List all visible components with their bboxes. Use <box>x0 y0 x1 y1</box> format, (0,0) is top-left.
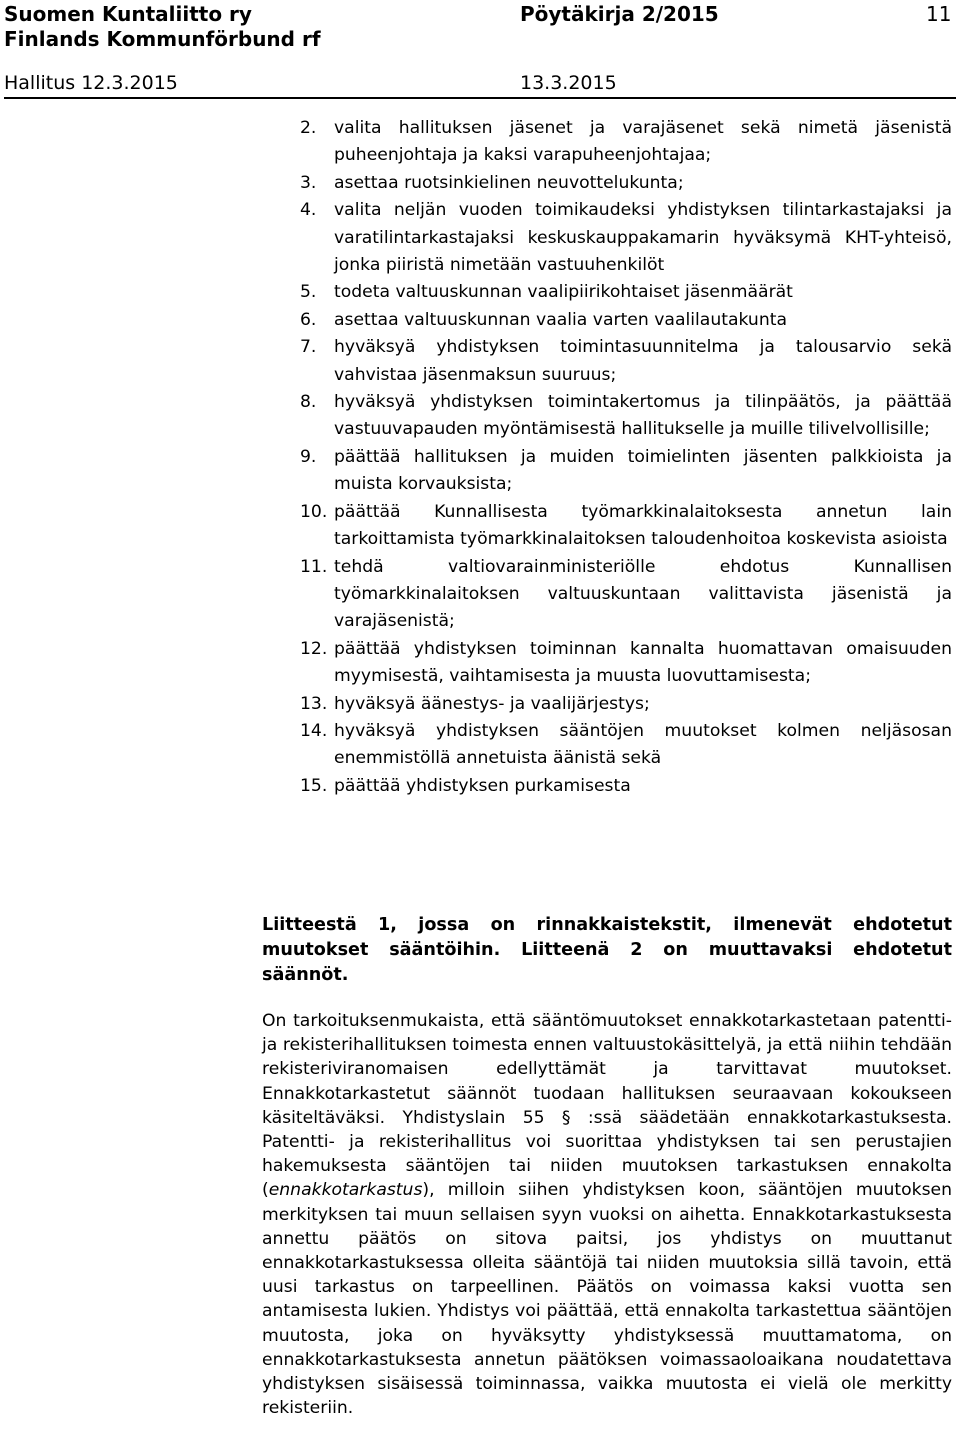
organization-name-sv: Finlands Kommunförbund rf <box>4 27 321 51</box>
list-item <box>300 307 952 334</box>
list-item <box>300 444 952 499</box>
list-item <box>300 636 952 691</box>
attachments-note: Liitteestä 1, jossa on rinnakkaistekstit, ilmenevät ehdotetut muutokset sääntöihin. Liitteenä 2 on muuttavaksi ehdotetut säännöt. <box>262 915 952 985</box>
list-item-number: 14. <box>300 720 328 741</box>
list-item-number: 10. <box>300 501 328 522</box>
document-date: 13.3.2015 <box>520 72 617 94</box>
body-text-part-2: ), milloin siihen yhdistyksen koon, sääntöjen muutoksen merkityksen tai muun sellaisen syyn vuoksi on aihetta. Ennakkotarkastuksesta annettu päätös on sitova paitsi, jos yhdistys on muuttanut ennakkotarkastuksessa olleita sääntöjä tai niiden muutoksia sillä tavoin, että uusi tarkastus on tarpeellinen. Päätös on voimassa kaksi vuotta sen antamisesta lukien. Yhdistys voi päättää, että ennakolta tarkastettua sääntöjen muutosta, joka on hyväksytty yhdistyksessä muuttamatoma, on ennakkotarkastuksesta annetun päätöksen voimassaoloaikana noudatettava yhdistyksen sisäisessä toiminnassa, vaikka muutosta ei vielä ole merkitty rekisteriin. <box>262 1180 952 1419</box>
list-item <box>300 691 952 718</box>
body-text-part-1: On tarkoituksenmukaista, että sääntömuutokset ennakkotarkastetaan patentti- ja rekisterihallituksen toimesta ennen valtuustokäsittelyä, ja että niihin tehdään rekisteriviranomaisen edellyttämät ja tarvittavat muutokset. Ennakkotarkastetut säännöt tuodaan hallituksen seuraavaan kokoukseen käsiteltäväksi. Yhdistyslain 55 § :ssä säädetään ennakkotarkastuksesta. Patentti- ja rekisterihallitus voi suorittaa yhdistyksen tai sen perustajien hakemuksesta sääntöjen tai niiden muutoksen tarkastuksen ennakolta ( <box>262 1011 952 1201</box>
list-item-text: hyväksyä yhdistyksen toimintakertomus ja tilinpäätös, ja päättää vastuuvapauden myöntämisestä hallitukselle ja muille tilivelvollisille; <box>334 392 952 440</box>
list-item-number: 4. <box>300 200 317 221</box>
list-item-number: 13. <box>300 693 328 714</box>
list-item-text: päättää hallituksen ja muiden toimielinten jäsenten palkkioista ja muista korvauksista; <box>334 446 952 495</box>
list-item-text: tehdä valtiovarainministeriölle ehdotus Kunnallisen työmarkkinalaitoksen valtuuskuntaan valittavista jäsenistä ja varajäsenistä; <box>334 556 952 632</box>
list-item-number: 15. <box>300 775 328 796</box>
list-item-number: 8. <box>300 392 317 413</box>
list-item-text: päättää yhdistyksen toiminnan kannalta huomattavan omaisuuden myymisestä, vaihtamisesta ja muusta luovuttamisesta; <box>334 638 952 687</box>
meeting-info: Hallitus 12.3.2015 <box>4 72 178 94</box>
organization-name-fi: Suomen Kuntaliitto ry <box>4 2 252 26</box>
list-item <box>300 197 952 279</box>
list-item-text: päättää yhdistyksen purkamisesta <box>334 775 631 796</box>
list-item-number: 2. <box>300 118 317 138</box>
list-item-number: 7. <box>300 337 317 358</box>
list-item-number: 3. <box>300 172 317 193</box>
body-paragraph <box>262 1009 952 1420</box>
document-title: Pöytäkirja 2/2015 <box>520 2 719 26</box>
list-item-text: asettaa valtuuskunnan vaalia varten vaalilautakunta <box>334 309 787 330</box>
page-number: 11 <box>926 2 952 26</box>
list-item-text: valita hallituksen jäsenet ja varajäsenet sekä nimetä jäsenistä puheenjohtaja ja kaksi varapuheenjohtajaa; <box>334 118 952 166</box>
list-item-text: hyväksyä yhdistyksen toimintasuunnitelma ja talousarvio sekä vahvistaa jäsenmaksun suuruus; <box>334 337 952 385</box>
list-item <box>300 170 952 197</box>
list-item-text: todeta valtuuskunnan vaalipiirikohtaiset jäsenmäärät <box>334 282 793 303</box>
list-item <box>300 279 952 306</box>
list-item <box>300 334 952 389</box>
list-item <box>300 773 952 800</box>
list-item-text: valita neljän vuoden toimikaudeksi yhdistyksen tilintarkastajaksi ja varatilintarkastajaksi keskuskauppakamarin hyväksymä KHT-yhteisö, jonka piiristä nimetään vastuuhenkilöt <box>334 200 952 276</box>
list-item-text: päättää Kunnallisesta työmarkkinalaitoksesta annetun lain tarkoittamista työmarkkinalaitoksen taloudenhoitoa koskevista asioista <box>334 501 952 550</box>
list-item-number: 11. <box>300 556 328 577</box>
list-item-number: 6. <box>300 309 317 330</box>
header-divider <box>4 97 956 99</box>
list-item-text: hyväksyä äänestys- ja vaalijärjestys; <box>334 693 650 714</box>
list-item <box>300 499 952 554</box>
list-item-number: 12. <box>300 638 328 659</box>
list-item <box>300 718 952 773</box>
list-item <box>300 389 952 444</box>
body-emphasis: ennakkotarkastus <box>268 1180 423 1201</box>
list-item-number: 5. <box>300 282 317 303</box>
list-item <box>300 115 952 170</box>
powers-list <box>300 115 952 800</box>
list-item-text: asettaa ruotsinkielinen neuvottelukunta; <box>334 172 684 193</box>
list-item-text: hyväksyä yhdistyksen sääntöjen muutokset kolmen neljäsosan enemmistöllä annetuista äänistä sekä <box>334 720 952 769</box>
list-item <box>300 554 952 636</box>
list-item-number: 9. <box>300 446 317 467</box>
